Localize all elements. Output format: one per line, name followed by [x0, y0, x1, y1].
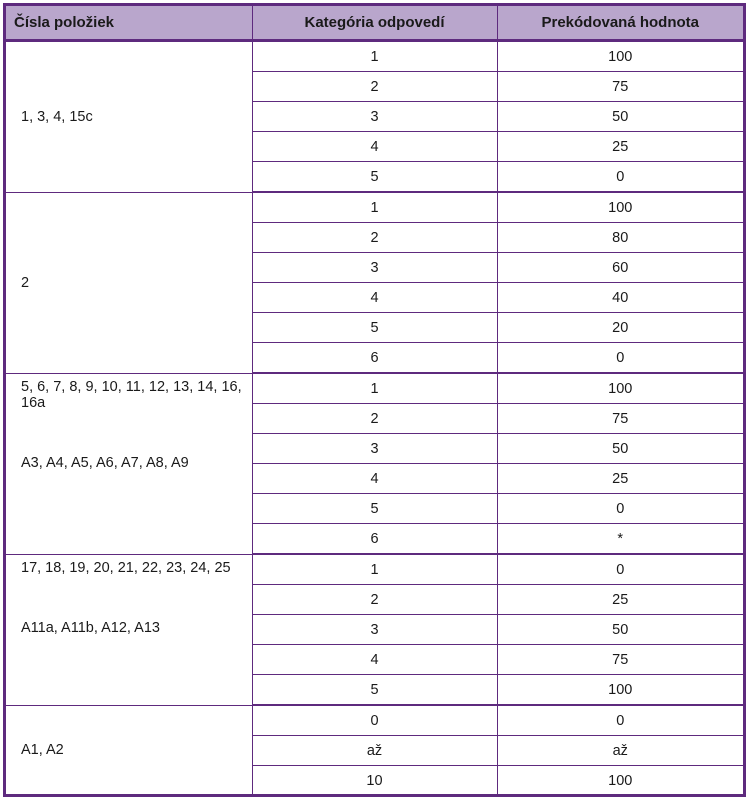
response-category-cell: 5: [252, 494, 497, 524]
item-numbers-cell: [6, 373, 252, 554]
response-category-cell: 3: [252, 615, 497, 645]
response-category-cell: 3: [252, 253, 497, 283]
recoded-value-cell: 100: [497, 373, 743, 404]
recoded-value-cell: 60: [497, 253, 743, 283]
recoded-value-cell: 80: [497, 223, 743, 253]
table-row: [6, 192, 743, 223]
item-numbers-cell: [6, 554, 252, 705]
response-category-cell: 5: [252, 162, 497, 193]
recoded-value-cell: 0: [497, 494, 743, 524]
recoded-value-cell: 50: [497, 434, 743, 464]
header-recoded-value: Prekódovaná hodnota: [497, 6, 743, 41]
response-category-cell: 3: [252, 434, 497, 464]
recoded-value-cell: 100: [497, 192, 743, 223]
response-category-cell: 2: [252, 585, 497, 615]
response-category-cell: 1: [252, 192, 497, 223]
table-row: [6, 705, 743, 736]
response-category-cell: až: [252, 736, 497, 766]
recoded-value-cell: *: [497, 524, 743, 555]
response-category-cell: 5: [252, 675, 497, 706]
item-numbers-text: 5, 6, 7, 8, 9, 10, 11, 12, 13, 14, 16, 16a: [21, 378, 242, 411]
response-category-cell: 3: [252, 102, 497, 132]
recoded-value-cell: 75: [497, 404, 743, 434]
item-numbers-text: 1, 3, 4, 15c: [21, 108, 93, 125]
response-category-cell: 4: [252, 645, 497, 675]
recoded-value-cell: 75: [497, 72, 743, 102]
response-category-cell: 2: [252, 223, 497, 253]
recoded-value-cell: 50: [497, 615, 743, 645]
recode-table: [6, 6, 743, 796]
header-item-numbers: Čísla položiek: [6, 6, 252, 41]
response-category-cell: 4: [252, 132, 497, 162]
item-numbers-cell: [6, 192, 252, 373]
recoded-value-cell: 0: [497, 554, 743, 585]
response-category-cell: 1: [252, 41, 497, 72]
item-numbers-text: A3, A4, A5, A6, A7, A8, A9: [21, 454, 189, 471]
response-category-cell: 2: [252, 404, 497, 434]
recoded-value-cell: 25: [497, 585, 743, 615]
item-numbers-text: 17, 18, 19, 20, 21, 22, 23, 24, 25: [21, 559, 231, 576]
recoded-value-cell: 50: [497, 102, 743, 132]
table-body: [6, 41, 743, 796]
item-numbers-cell: [6, 41, 252, 193]
response-category-cell: 5: [252, 313, 497, 343]
recoded-value-cell: 25: [497, 464, 743, 494]
response-category-cell: 1: [252, 373, 497, 404]
response-category-cell: 2: [252, 72, 497, 102]
item-numbers-text: 2: [21, 274, 30, 291]
header-response-category: Kategória odpovedí: [252, 6, 497, 41]
table-row: [6, 373, 743, 404]
header-row: [6, 6, 743, 41]
item-numbers-text: A1, A2: [21, 742, 64, 758]
item-numbers-text: A11a, A11b, A12, A13: [21, 619, 160, 636]
recoded-value-cell: 25: [497, 132, 743, 162]
recoded-value-cell: 0: [497, 162, 743, 193]
recoded-value-cell: 100: [497, 41, 743, 72]
table-header: [6, 6, 743, 41]
table-row: [6, 41, 743, 72]
response-category-cell: 1: [252, 554, 497, 585]
recoded-value-cell: 40: [497, 283, 743, 313]
recoded-value-cell: až: [497, 736, 743, 766]
recoded-value-cell: 0: [497, 343, 743, 374]
response-category-cell: 10: [252, 766, 497, 796]
recoded-value-cell: 100: [497, 675, 743, 706]
recoded-value-cell: 75: [497, 645, 743, 675]
response-category-cell: 0: [252, 705, 497, 736]
recoded-value-cell: 100: [497, 766, 743, 796]
recoded-value-cell: 0: [497, 705, 743, 736]
response-category-cell: 4: [252, 464, 497, 494]
item-numbers-cell: [6, 705, 252, 795]
recoded-value-cell: 20: [497, 313, 743, 343]
response-category-cell: 6: [252, 524, 497, 555]
recode-table-frame: [3, 3, 746, 797]
response-category-cell: 4: [252, 283, 497, 313]
table-row: [6, 554, 743, 585]
response-category-cell: 6: [252, 343, 497, 374]
